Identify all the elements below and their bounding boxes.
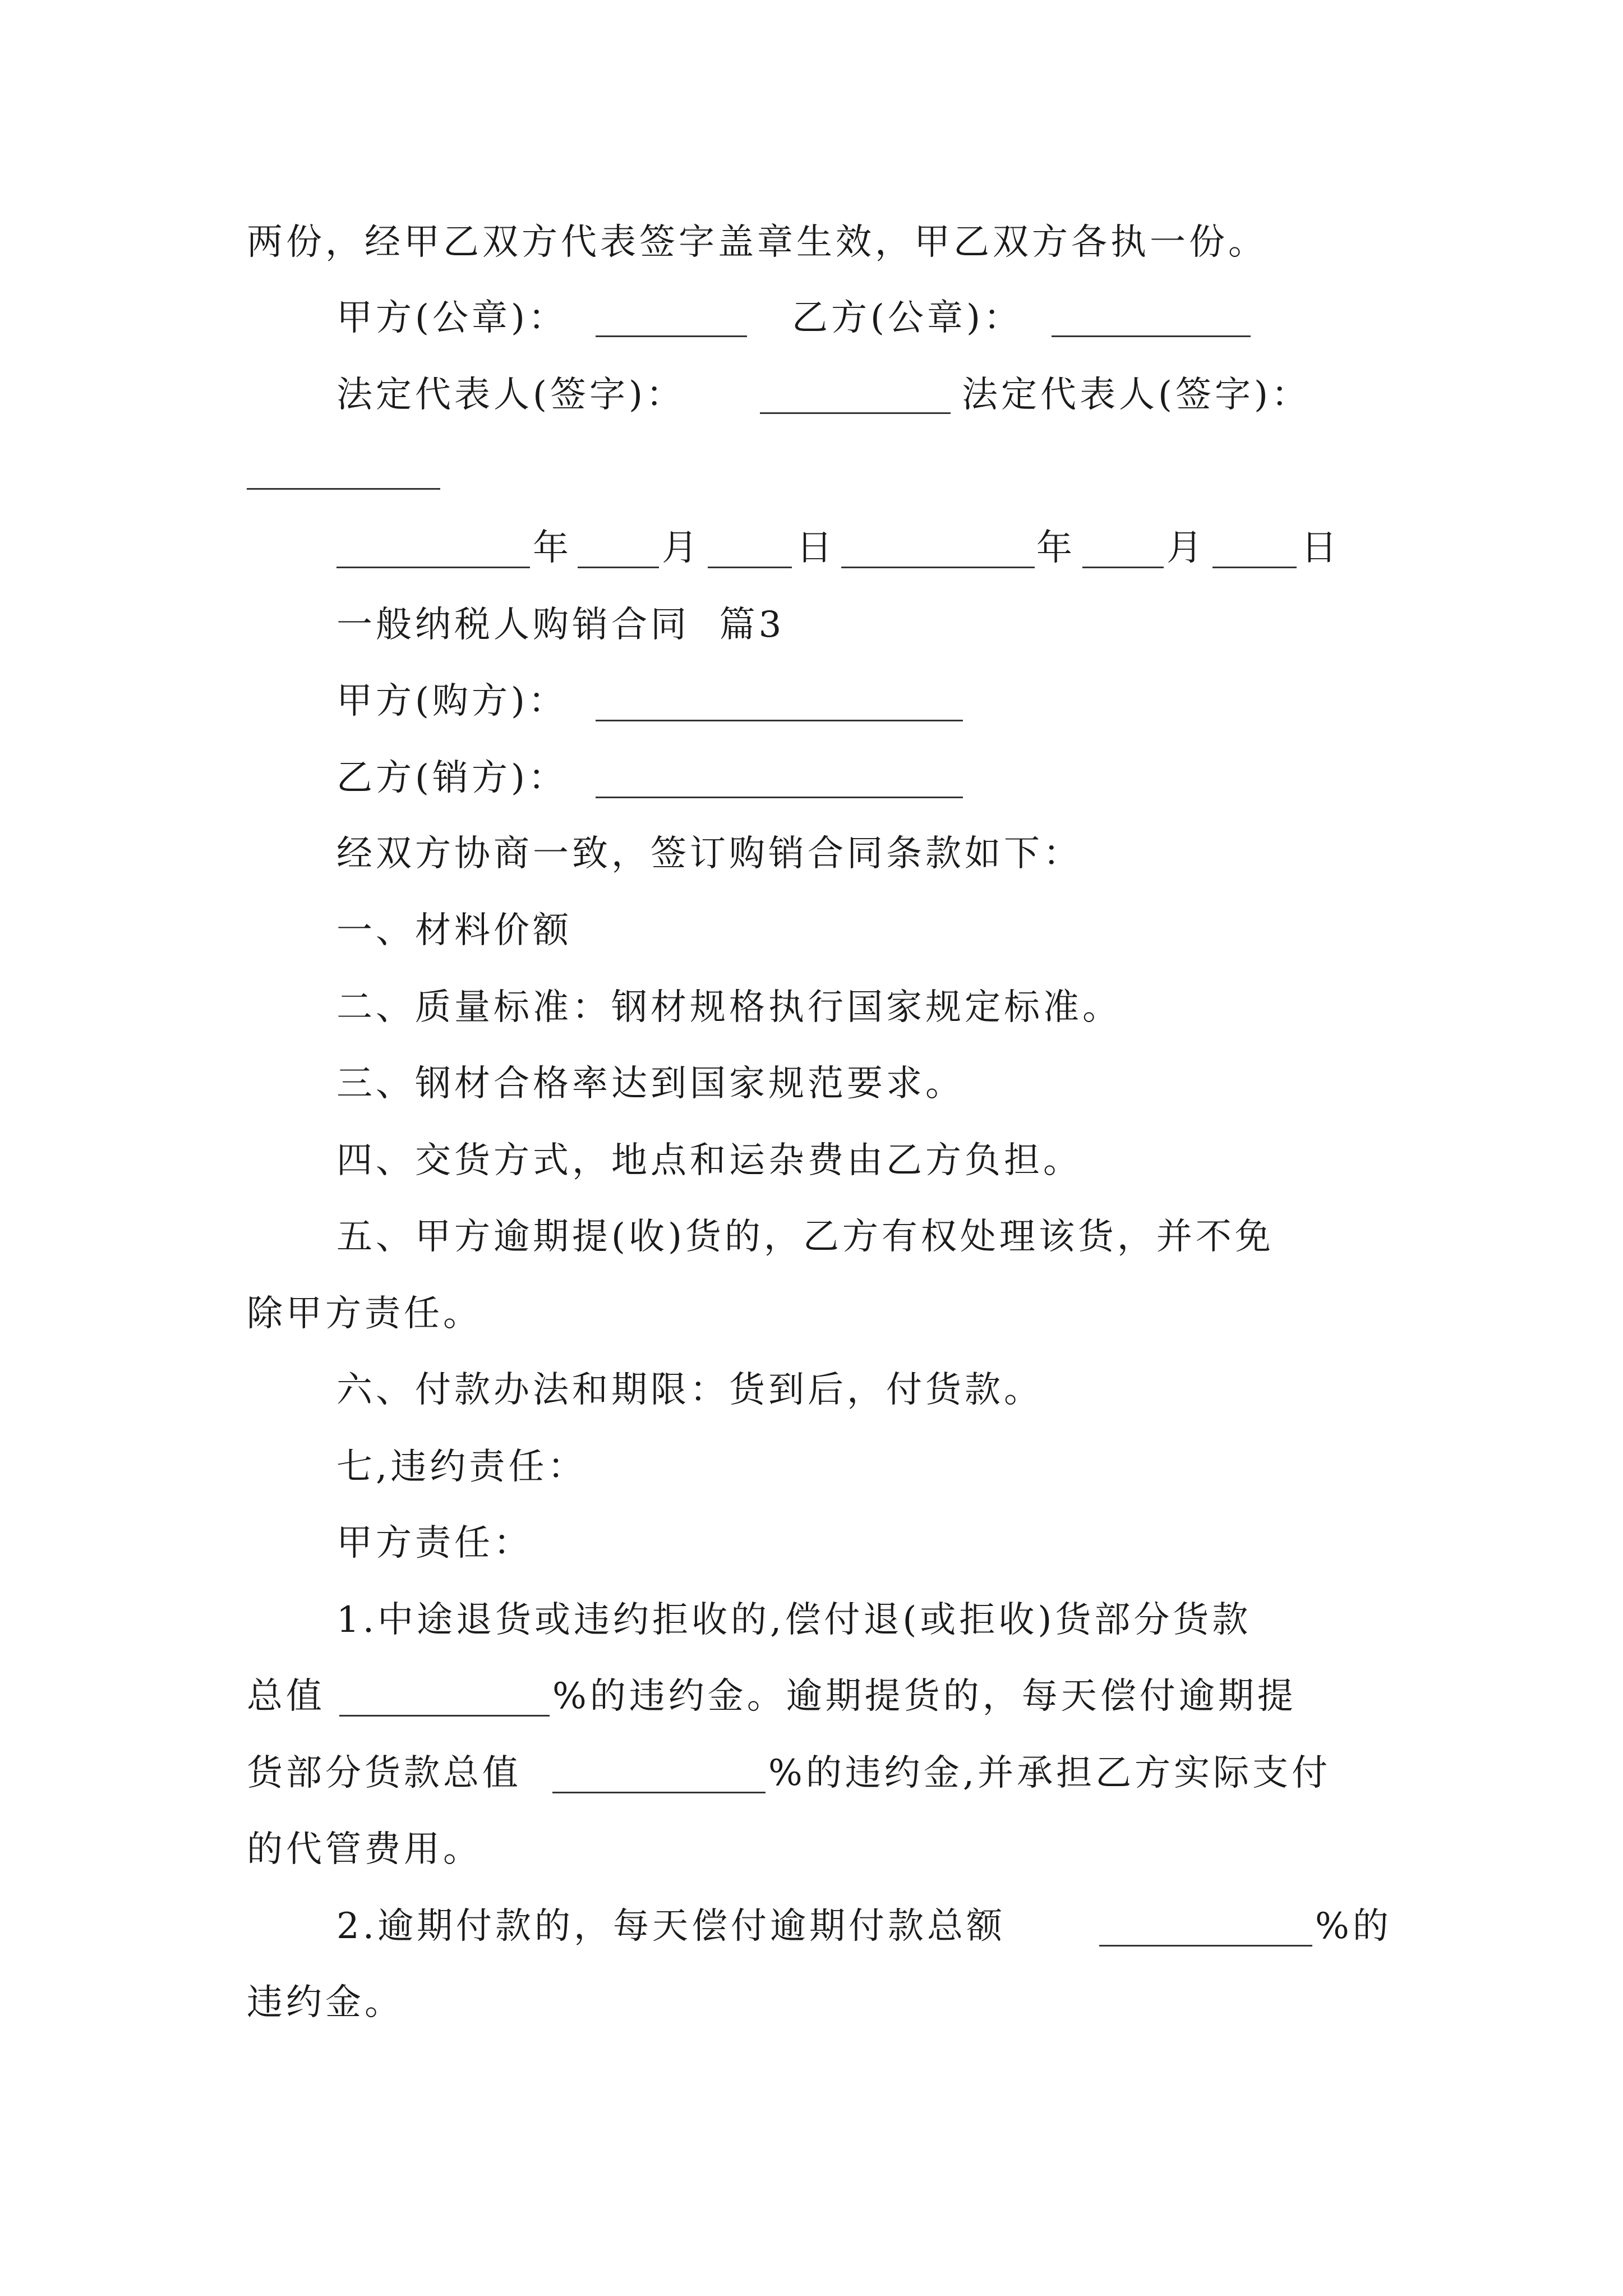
- buyer-label: 甲方(购方)：: [336, 680, 568, 722]
- party-a-year-label: 年: [533, 527, 572, 569]
- party-b-month-blank[interactable]: [1082, 567, 1164, 568]
- party-b-representative-blank[interactable]: [247, 488, 440, 490]
- party-b-seal-blank[interactable]: [1052, 335, 1251, 337]
- party-b-seal-label: 乙方(公章)：: [792, 297, 1023, 339]
- party-a-year-blank[interactable]: [336, 567, 530, 568]
- party-b-representative-label: 法定代表人(签字)：: [962, 374, 1311, 416]
- section-title: 一般纳税人购销合同 篇3: [336, 604, 785, 646]
- clause-4: 四、交货方式，地点和运杂费由乙方负担。: [336, 1140, 1082, 1181]
- clause-6: 六、付款办法和期限：货到后，付货款。: [336, 1369, 1043, 1411]
- clause-2: 二、质量标准：钢材规格执行国家规定标准。: [336, 987, 1122, 1028]
- seller-blank[interactable]: [596, 797, 963, 798]
- seller-label: 乙方(销方)：: [336, 757, 568, 799]
- item-1-line-2-end: %的违约金。逾期提货的，每天偿付逾期提: [552, 1676, 1297, 1717]
- party-a-day-blank[interactable]: [708, 567, 792, 568]
- item-1-line-3-start: 货部分货款总值: [247, 1752, 522, 1794]
- party-a-day-label: 日: [796, 527, 836, 569]
- item-1-line-1: 1.中途退货或违约拒收的,偿付退(或拒收)货部分货款: [336, 1599, 1252, 1641]
- party-a-month-label: 月: [662, 527, 701, 569]
- item-2-line-1-end: %的: [1315, 1906, 1392, 1947]
- party-a-seal-blank[interactable]: [596, 335, 747, 337]
- item-1-line-3-end: %的违约金,并承担乙方实际支付: [768, 1752, 1331, 1794]
- item-1-line-2-start: 总值: [247, 1676, 325, 1717]
- party-b-day-label: 日: [1301, 527, 1340, 569]
- party-b-month-label: 月: [1166, 527, 1206, 569]
- party-b-year-label: 年: [1036, 527, 1076, 569]
- clause-3: 三、钢材合格率达到国家规范要求。: [336, 1063, 965, 1105]
- party-b-day-blank[interactable]: [1212, 567, 1297, 568]
- clause-5-line-1: 五、甲方逾期提(收)货的，乙方有权处理该货，并不免: [336, 1216, 1274, 1258]
- clause-7: 七,违约责任：: [336, 1446, 587, 1488]
- party-a-representative-blank[interactable]: [760, 412, 951, 414]
- party-a-seal-label: 甲方(公章)：: [336, 297, 568, 339]
- closing-sentence: 两份，经甲乙双方代表签字盖章生效，甲乙双方各执一份。: [247, 222, 1267, 263]
- intro-paragraph: 经双方协商一致，签订购销合同条款如下：: [336, 833, 1082, 875]
- item-2-line-1-start: 2.逾期付款的，每天偿付逾期付款总额: [336, 1906, 1006, 1947]
- clause-5-line-2: 除甲方责任。: [247, 1293, 482, 1335]
- party-a-representative-label: 法定代表人(签字)：: [336, 374, 685, 416]
- buyer-blank[interactable]: [596, 720, 963, 721]
- late-payment-penalty-rate-blank[interactable]: [1099, 1945, 1312, 1947]
- item-2-line-2: 违约金。: [247, 1982, 404, 2023]
- party-a-month-blank[interactable]: [578, 567, 659, 568]
- clause-1: 一、材料价额: [336, 910, 572, 951]
- party-b-year-blank[interactable]: [841, 567, 1035, 568]
- refund-penalty-rate-blank[interactable]: [339, 1715, 550, 1717]
- item-1-line-4: 的代管费用。: [247, 1829, 482, 1870]
- party-a-responsibility-heading: 甲方责任：: [336, 1522, 533, 1564]
- late-pickup-penalty-rate-blank[interactable]: [552, 1792, 766, 1793]
